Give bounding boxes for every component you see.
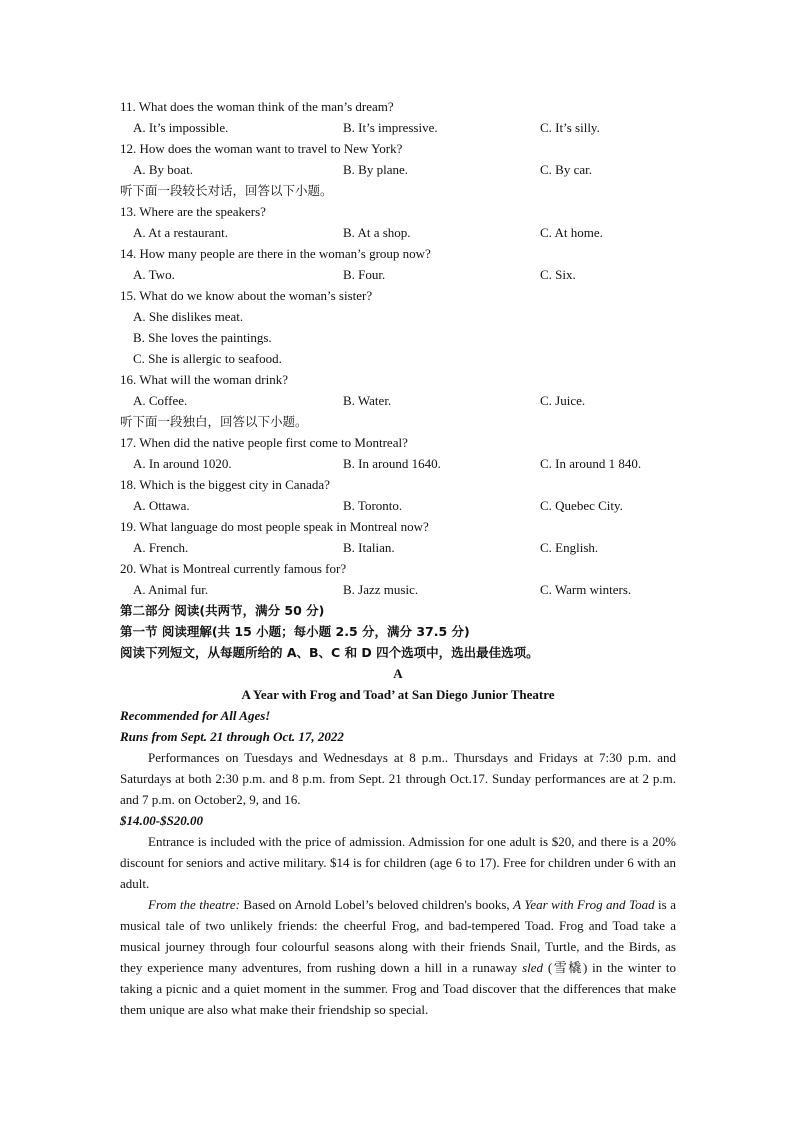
question-stem: 11. What does the woman think of the man’s dream?: [120, 99, 394, 114]
option-b: B. It’s impressive.: [343, 120, 438, 135]
option-c: C. By car.: [540, 162, 592, 177]
option-a: A. At a restaurant.: [133, 225, 228, 240]
option-b: B. In around 1640.: [343, 456, 441, 471]
description-text-1: Based on Arnold Lobel’s beloved children's books,: [239, 897, 514, 912]
description-text-2: is a musical tale of two unlikely friends: the cheerful Frog, and bad-tempered Toad. Frog and Toad take a musical journey through four colourful seasons along with their friends Snail, Turtle, and the Birds, as they experience many adventures, from rushing down a hill in a runaway: [120, 897, 676, 975]
question-17: [120, 432, 676, 474]
question-stem: 13. Where are the speakers?: [120, 204, 266, 219]
option-a: A. Animal fur.: [133, 582, 209, 597]
option-c: C. Warm winters.: [540, 582, 632, 597]
runs-line: Runs from Sept. 21 through Oct. 17, 2022: [120, 729, 344, 744]
reading-instruction: 阅读下列短文，从每题所给的 A、B、C 和 D 四个选项中，选出最佳选项。: [120, 645, 539, 660]
question-stem: 20. What is Montreal currently famous for?: [120, 561, 347, 576]
option-c: C. She is allergic to seafood.: [133, 351, 282, 366]
options-row: [120, 579, 676, 600]
options-row: [120, 495, 676, 516]
question-14: [120, 243, 676, 285]
option-a: A. By boat.: [133, 162, 193, 177]
exam-page: [120, 96, 676, 1020]
instruction-monologue: 听下面一段独白，回答以下小题。: [120, 414, 308, 429]
options-row: [120, 264, 676, 285]
option-b: B. Water.: [343, 393, 392, 408]
option-c: C. Quebec City.: [540, 498, 623, 513]
options-row: [120, 117, 676, 138]
question-11: [120, 96, 676, 138]
option-c: C. It’s silly.: [540, 120, 600, 135]
part2-title: 第二部分 阅读(共两节，满分 50 分): [120, 603, 325, 618]
options-row: [120, 537, 676, 558]
option-a: A. She dislikes meat.: [133, 309, 244, 324]
question-stem: 16. What will the woman drink?: [120, 372, 289, 387]
option-a: A. French.: [133, 540, 189, 555]
question-stem: 17. When did the native people first come to Montreal?: [120, 435, 408, 450]
options-row: [120, 453, 676, 474]
section1-title: 第一节 阅读理解(共 15 小题；每小题 2.5 分，满分 37.5 分): [120, 624, 470, 639]
question-15: [120, 285, 676, 369]
instruction-dialogue: 听下面一段较长对话，回答以下小题。: [120, 183, 333, 198]
option-c: C. Six.: [540, 267, 576, 282]
price-line: $14.00-$S20.00: [120, 813, 204, 828]
option-c: C. Juice.: [540, 393, 586, 408]
book-title: A Year with Frog and Toad: [513, 897, 655, 912]
question-13: [120, 201, 676, 243]
option-b: B. Toronto.: [343, 498, 403, 513]
sled-word: sled: [522, 960, 544, 975]
option-b: B. She loves the paintings.: [133, 330, 272, 345]
option-c: C. In around 1 840.: [540, 456, 642, 471]
recommended-line: Recommended for All Ages!: [120, 708, 271, 723]
paragraph-admission: Entrance is included with the price of admission. Admission for one adult is $20, and there is a 20% discount for seniors and active military. $14 is for children (age 6 to 17). Free for children under 6 with an adult.: [120, 834, 676, 891]
passage-letter: A: [393, 666, 403, 681]
option-a: A. It’s impossible.: [133, 120, 229, 135]
options-row: [120, 222, 676, 243]
option-a: A. Coffee.: [133, 393, 188, 408]
question-19: [120, 516, 676, 558]
option-b: B. Four.: [343, 267, 386, 282]
paragraph-schedule: Performances on Tuesdays and Wednesdays at 8 p.m.. Thursdays and Fridays at 7:30 p.m. and Saturdays at both 2:30 p.m. and 8 p.m. from Sept. 21 through Oct.17. Sunday performances are at 2 p.m. and 7 p.m. on October2, 9, and 16.: [120, 750, 676, 807]
paragraph-description: [120, 894, 676, 1020]
question-stem: 12. How does the woman want to travel to New York?: [120, 141, 403, 156]
description-text-3: (雪橇) in the winter to taking a picnic and a quiet moment in the summer. Frog and Toad discover that the differences that make them unique are also what make their friendship so special.: [120, 960, 676, 1017]
option-b: B. Italian.: [343, 540, 395, 555]
question-12: [120, 138, 676, 180]
from-theatre-label: From the theatre:: [148, 897, 240, 912]
option-b: B. At a shop.: [343, 225, 411, 240]
option-b: B. By plane.: [343, 162, 408, 177]
passage-title: A Year with Frog and Toad’ at San Diego Junior Theatre: [241, 687, 555, 702]
option-a: A. Two.: [133, 267, 175, 282]
options-row: [120, 159, 676, 180]
question-stem: 18. Which is the biggest city in Canada?: [120, 477, 330, 492]
option-b: B. Jazz music.: [343, 582, 419, 597]
option-c: C. At home.: [540, 225, 603, 240]
question-16: [120, 369, 676, 411]
option-c: C. English.: [540, 540, 599, 555]
question-stem: 14. How many people are there in the woman’s group now?: [120, 246, 431, 261]
option-a: A. In around 1020.: [133, 456, 232, 471]
question-18: [120, 474, 676, 516]
question-stem: 19. What language do most people speak in Montreal now?: [120, 519, 429, 534]
option-a: A. Ottawa.: [133, 498, 190, 513]
options-row: [120, 390, 676, 411]
question-20: [120, 558, 676, 600]
question-stem: 15. What do we know about the woman’s sister?: [120, 288, 373, 303]
